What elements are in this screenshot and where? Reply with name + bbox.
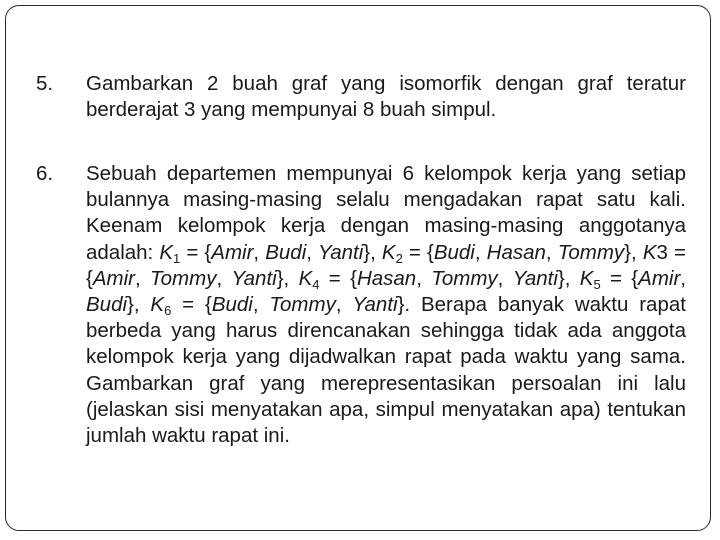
item-text — [86, 161, 686, 449]
group-k2: $K_2$ = {Budi, Hasan, Tommy}, — [381, 240, 643, 266]
group-k4: $K_4$ = {Hasan, Tommy, Yanti}, — [298, 266, 580, 292]
group-k3: K3 = {Amir, Tommy, Yanti}, — [86, 240, 686, 290]
item-text: Gambarkan 2 buah graf yang isomorfik dengan graf teratur berderajat 3 yang mempunyai 8 buah simpul. — [86, 72, 686, 122]
outro-text: Berapa banyak waktu rapat berbeda yang harus direncanakan sehingga tidak ada anggota kelompok kerja yang dijadwalkan rapat pada waktu yang sama. Gambarkan graf yang merepresentasikan persoalan ini lalu (jelaskan sisi menyatakan apa, simpul menyatakan apa) tentukan jumlah waktu rapat ini. — [86, 293, 686, 448]
group-k1: $K_1$ = {Amir, Budi, Yanti}, — [159, 240, 382, 266]
group-k6: $K_6$ = {Budi, Tommy, Yanti}. — [150, 293, 421, 319]
item-number: 6. — [36, 162, 54, 185]
item-number: 5. — [36, 72, 54, 95]
intro-text: Sebuah departemen mempunyai 6 kelompok kerja yang setiap bulannya masing-masing selalu mengadakan rapat satu kali. Keenam kelompok kerja dengan masing-masing anggotanya adalah: — [86, 162, 686, 264]
group-k5: $K_5$ = {Amir, Budi}, — [86, 266, 686, 317]
